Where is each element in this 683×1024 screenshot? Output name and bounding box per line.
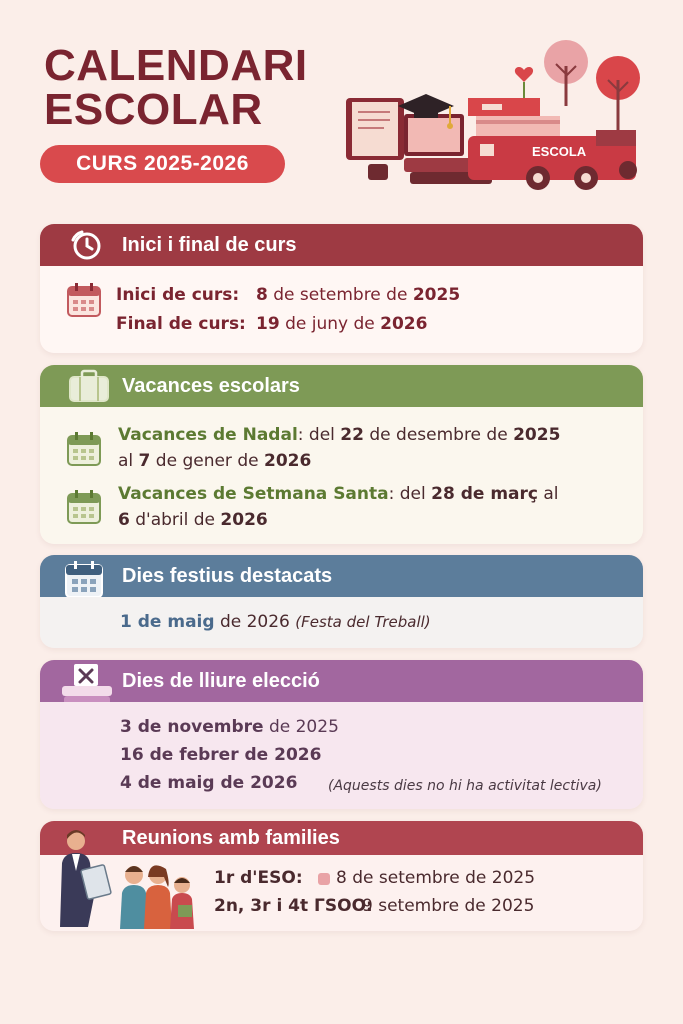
festius-row: [120, 611, 431, 633]
festius-header: [40, 555, 643, 597]
setmana-l2-b: d'abril de: [129, 510, 221, 530]
calendar-icon: [66, 282, 102, 318]
school-illustration: [340, 36, 650, 196]
bullet-icon: [318, 873, 330, 885]
festius-title: Dies festius destacats: [122, 565, 333, 587]
calendar-icon: [64, 559, 104, 599]
setmana-line-1: [118, 483, 559, 505]
reunio-1r-date: 8 de setembre de 2025: [336, 868, 536, 888]
festius-date-bold: 1 de maig: [120, 612, 215, 632]
final-label: Final de curs:: [116, 314, 246, 334]
festius-card: [40, 555, 643, 648]
nadal-text-a: : del: [297, 425, 341, 445]
calendar-icon: [66, 489, 102, 525]
final-day: 19: [256, 314, 280, 334]
vacances-header: [40, 365, 643, 407]
reunions-title: Reunions amb families: [122, 827, 340, 849]
lliure-date-1: [120, 716, 339, 738]
title-line-1: CALENDARI: [44, 41, 308, 90]
lliure-d1-b: de 2025: [263, 717, 339, 737]
setmana-l2-a: 6: [118, 510, 130, 530]
vacances-card: [40, 365, 643, 544]
lliure-note: (Aquests dies no hi ha activitat lectiva): [328, 778, 602, 794]
nadal-line-2: [118, 450, 311, 472]
clock-icon: [68, 228, 104, 262]
inici-final-card: [40, 224, 643, 353]
escola-label: ESCOLA: [532, 144, 587, 159]
nadal-line-1: [118, 424, 560, 446]
nadal-l2-d: 2026: [263, 451, 312, 471]
reunio-2n-label: 2n, 3r i 4t ГSOO:: [214, 896, 373, 916]
page-title: [44, 41, 308, 134]
nadal-l2-b: 7: [138, 451, 151, 471]
inici-year: 2025: [412, 285, 461, 305]
calendar-icon: [66, 431, 102, 467]
inici-day: 8: [256, 285, 268, 305]
vacances-title: Vacances escolars: [122, 375, 300, 397]
setmana-text-a: : del: [388, 484, 432, 504]
nadal-text-c: de desembre de: [363, 425, 514, 445]
curs-badge: CURS 2025-2026: [40, 145, 285, 183]
setmana-line-2: [118, 509, 268, 531]
title-line-2: ESCOLAR: [44, 85, 263, 134]
final-mid: de juny de: [279, 314, 381, 334]
reunions-card: [40, 821, 643, 931]
festius-note: (Festa del Treball): [295, 613, 431, 631]
nadal-label: Vacances de Nadal: [118, 425, 298, 445]
final-row: [116, 313, 427, 335]
lliure-date-3: 4 de maig de 2026: [120, 773, 298, 793]
lliure-d1-a: 3 de novembre: [120, 717, 264, 737]
lliure-date-2: 16 de febrer de 2026: [120, 745, 322, 765]
inici-final-title: Inici i final de curs: [122, 234, 297, 256]
inici-mid: de setembre de: [267, 285, 413, 305]
inici-final-header: [40, 224, 643, 266]
final-year: 2026: [380, 314, 428, 334]
setmana-text-c: al: [537, 484, 559, 504]
suitcase-icon: [68, 369, 110, 403]
inici-row: [116, 284, 460, 306]
nadal-text-b: 22: [340, 425, 364, 445]
nadal-l2-c: de gener de: [150, 451, 264, 471]
lliure-card: [40, 660, 643, 809]
setmana-text-b: 28 de març: [431, 484, 538, 504]
inici-label: Inici de curs:: [116, 285, 240, 305]
festius-date-rest: de 2026: [214, 612, 296, 632]
nadal-l2-a: al: [118, 451, 139, 471]
setmana-l2-c: 2026: [220, 510, 268, 530]
lliure-header: [40, 660, 643, 702]
setmana-label: Vacances de Setmana Santa: [118, 484, 389, 504]
reunio-2n-date: 9 setembre de 2025: [362, 896, 535, 916]
lliure-title: Dies de lliure elecció: [122, 670, 320, 692]
nadal-text-d: 2025: [513, 425, 561, 445]
reunio-1r-label: 1r d'ESO:: [214, 868, 303, 888]
family-meeting-icon: [54, 827, 214, 931]
